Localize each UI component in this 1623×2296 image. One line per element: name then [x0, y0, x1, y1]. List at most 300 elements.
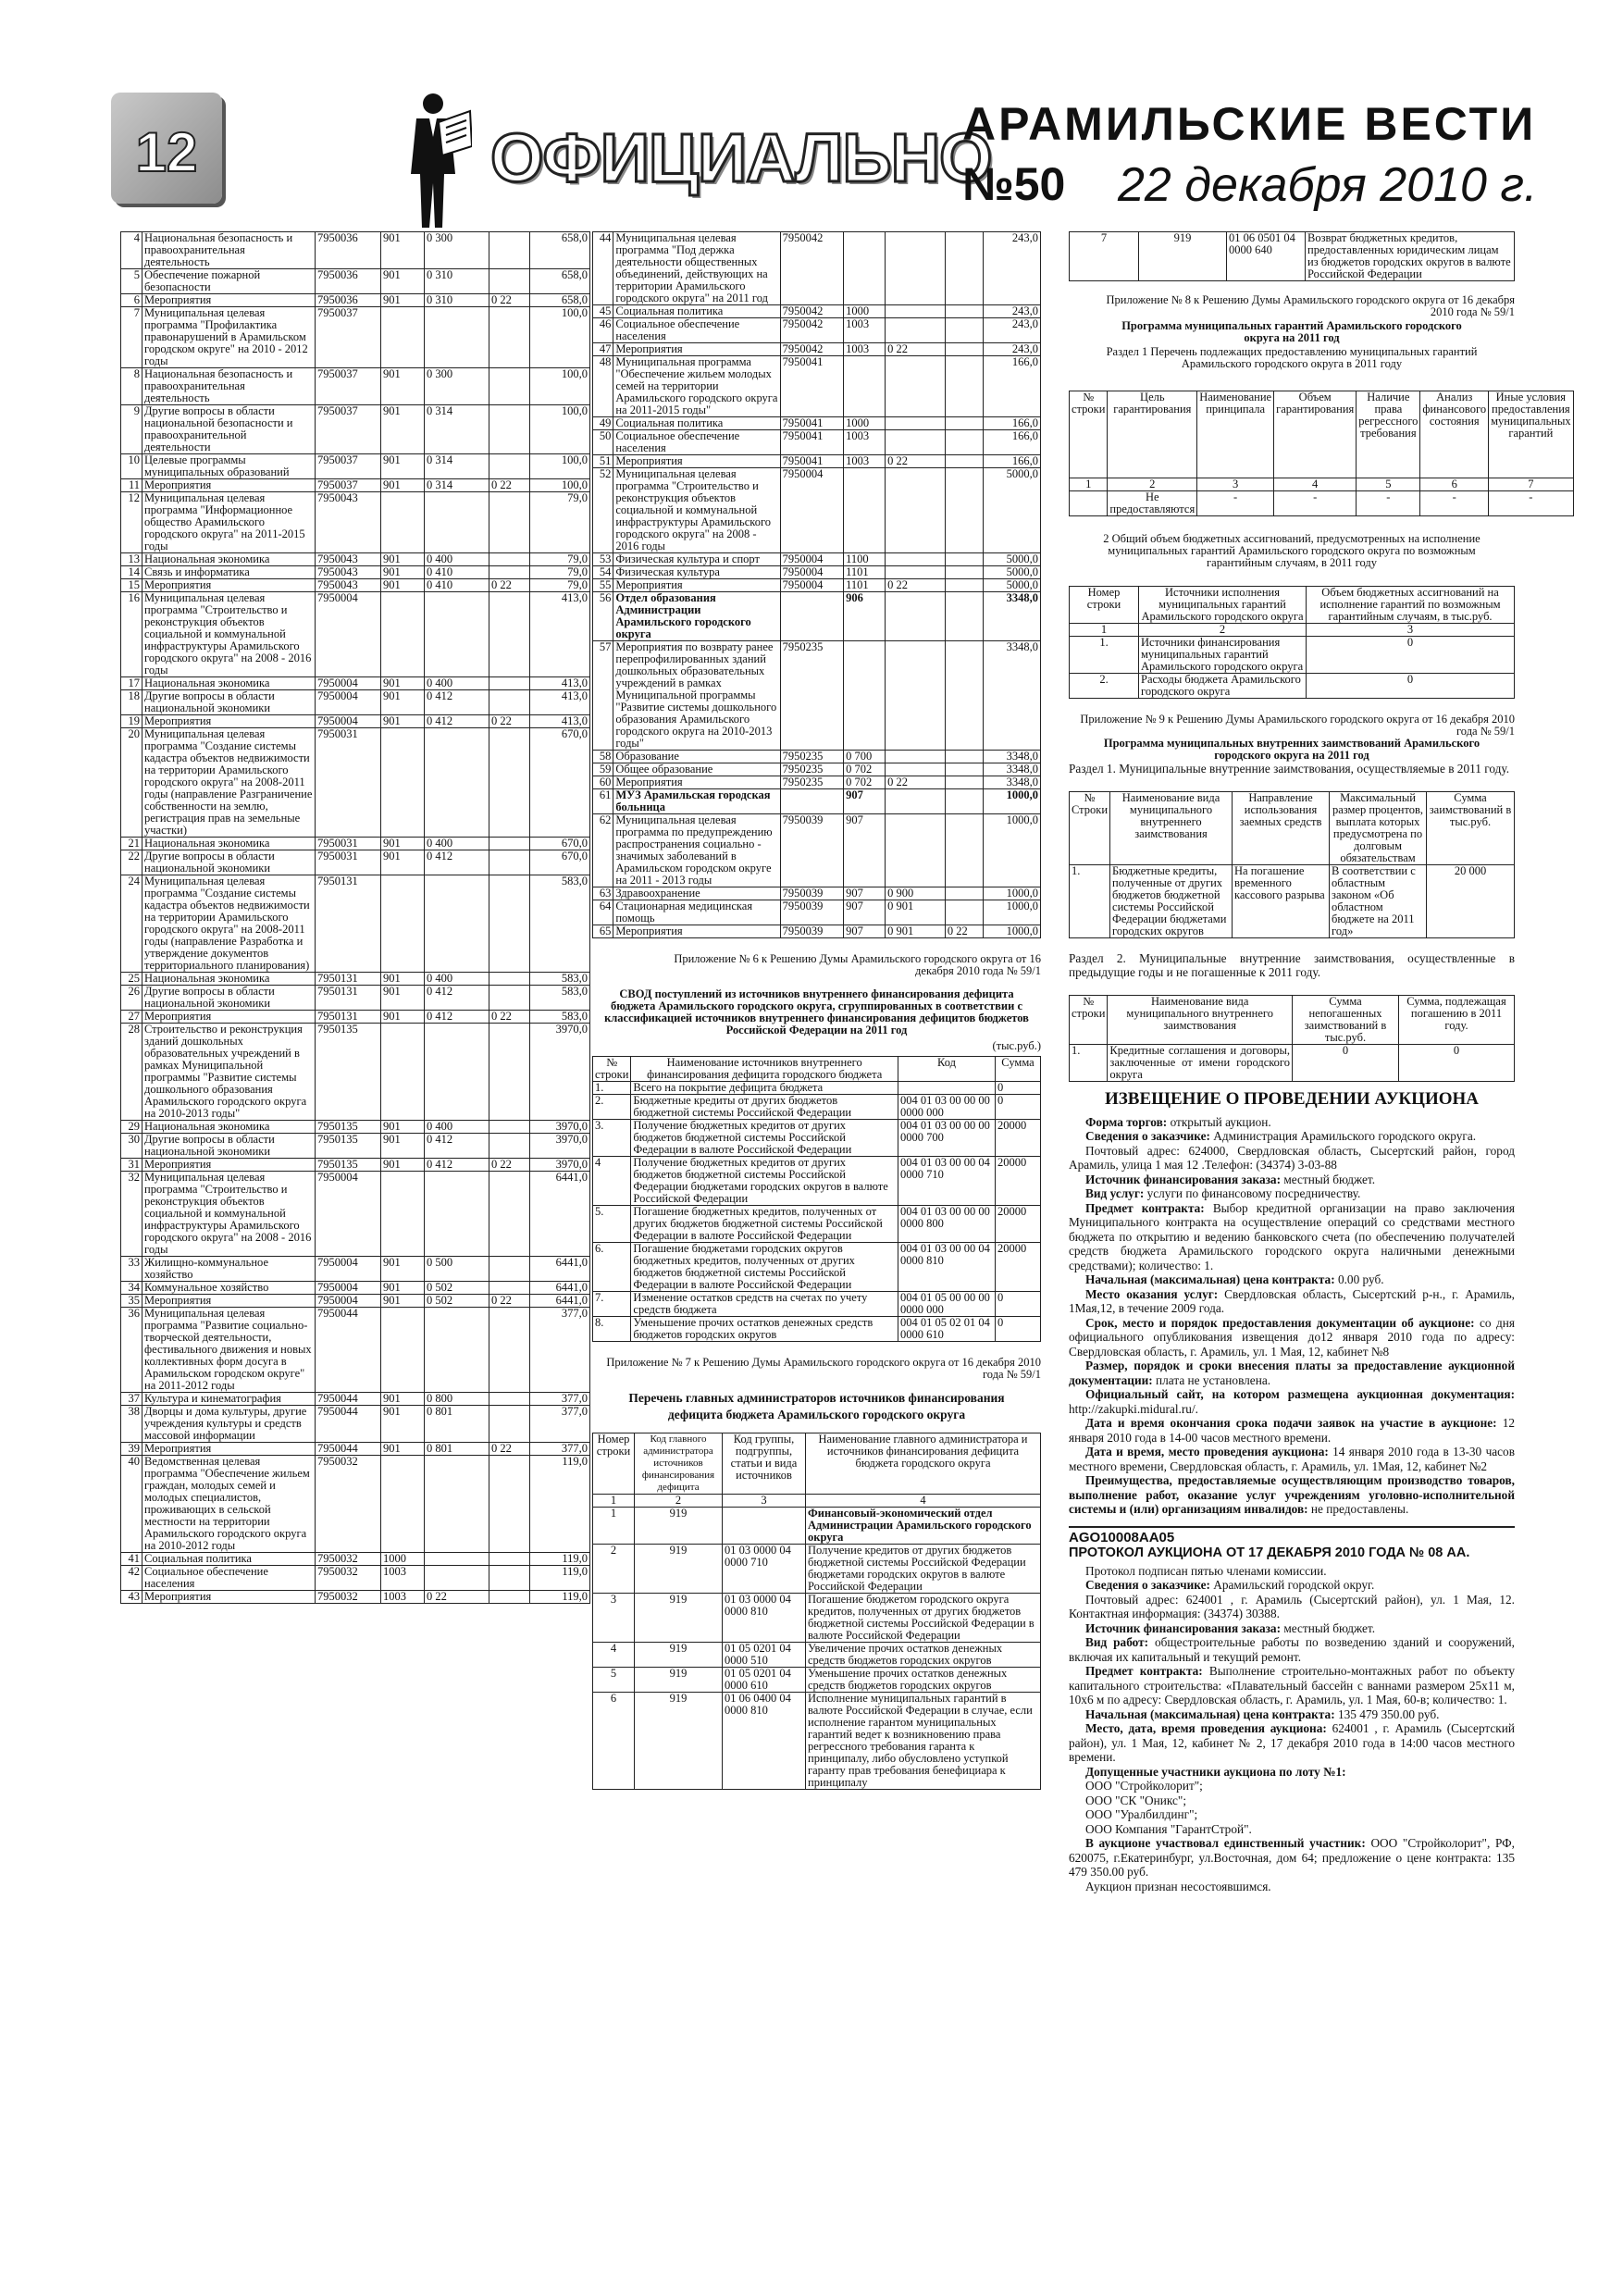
- protocol-paragraph-label: Место, дата, время проведения аукциона:: [1085, 1721, 1332, 1735]
- section-code: 0 412: [425, 1011, 489, 1024]
- table-row: [121, 715, 590, 728]
- row-number: 39: [121, 1443, 142, 1456]
- row-number: 6: [121, 294, 142, 307]
- admin-code: 901: [381, 1282, 425, 1295]
- a9t2-h2: Наименование вида муниципального внутреннего заимствования: [1108, 995, 1293, 1044]
- admin-code: [844, 356, 886, 417]
- amount: 658,0: [530, 269, 590, 294]
- group-code: [723, 1508, 806, 1545]
- expense-type: [945, 579, 983, 592]
- row-number: 2.: [593, 1095, 631, 1120]
- protocol-paragraph: [1069, 1836, 1515, 1880]
- notice-paragraph-label: Источник финансирования заказа:: [1085, 1172, 1284, 1186]
- a9-r2: Бюджетные кредиты, полученные от других бюджетов бюджетной системы Российской Федерации бюджетами городских округов: [1110, 864, 1233, 937]
- table-row: [593, 763, 1041, 776]
- table-row: [121, 566, 590, 579]
- table-row: [1070, 232, 1515, 281]
- admin-code: 906: [844, 592, 886, 641]
- item-name: Отдел образования Администрации Арамильского городского округа: [613, 592, 780, 641]
- expense-type: [945, 592, 983, 641]
- admin-code: 1000: [844, 305, 886, 318]
- row-number: 50: [593, 430, 613, 455]
- item-name: Физическая культура и спорт: [613, 553, 780, 566]
- notice-paragraph-text: открытый аукцион.: [1170, 1114, 1271, 1129]
- protocol-paragraph: [1069, 1635, 1515, 1664]
- amount: 413,0: [530, 715, 590, 728]
- section-code: 0 22: [886, 776, 946, 789]
- section-code: [886, 430, 946, 455]
- a8-n2: 2: [1108, 478, 1197, 491]
- protocol-paragraph: [1069, 1822, 1515, 1837]
- row-number: 19: [121, 715, 142, 728]
- a9t2-r1: 1.: [1070, 1044, 1108, 1081]
- table-row: [593, 1206, 1041, 1243]
- row-number: 6.: [593, 1243, 631, 1292]
- section-code: 0 900: [886, 887, 946, 900]
- table-row: [593, 356, 1041, 417]
- admin-code: 919: [635, 1668, 723, 1693]
- row-number: 13: [121, 553, 142, 566]
- admin-code: 919: [635, 1508, 723, 1545]
- amount: 658,0: [530, 294, 590, 307]
- item-name: Мероприятия: [142, 294, 316, 307]
- table-row: [121, 492, 590, 553]
- expense-type: [489, 1393, 530, 1406]
- item-name: Образование: [613, 751, 780, 763]
- protocol-paragraph-label: Начальная (максимальная) цена контракта:: [1085, 1706, 1338, 1721]
- a9t2-r3: 0: [1293, 1044, 1399, 1081]
- item-name: Социальная политика: [613, 417, 780, 430]
- source-code: 004 01 03 00 00 00 0000 800: [898, 1206, 996, 1243]
- row-number: 3.: [593, 1120, 631, 1157]
- notice-paragraph-text: местный бюджет.: [1283, 1172, 1376, 1186]
- table-row: [593, 1120, 1041, 1157]
- admin-code: 919: [635, 1693, 723, 1790]
- protocol-paragraph-text: ООО "Стройколорит", РФ, 620075, г.Екатеринбург, ул.Восточная, дом 64; предложение о цене контракта: 135 479 350.00 руб.: [1069, 1836, 1515, 1879]
- source-name: Получение бюджетных кредитов от других бюджетов бюджетной системы Российской Федерации бюджетами городских округов в валюте Российской Федерации: [631, 1157, 898, 1206]
- target-code: 7950042: [780, 318, 843, 343]
- amount: 583,0: [530, 986, 590, 1011]
- a8-n7: 7: [1489, 478, 1574, 491]
- admin-name: Погашение бюджетом городского округа кредитов, полученных от других бюджетов бюджетной системы Российской Федерации в валюте Российской Федерации: [806, 1594, 1041, 1643]
- target-code: 7950004: [780, 579, 843, 592]
- item-name: Обеспечение пожарной безопасности: [142, 269, 316, 294]
- protocol-paragraph-label: Сведения о заказчике:: [1085, 1578, 1214, 1592]
- table-row: [593, 1668, 1041, 1693]
- row-number: 54: [593, 566, 613, 579]
- a7-header-group-code: Код группы, подгруппы, статьи и вида источников: [723, 1433, 806, 1495]
- amount: 3348,0: [983, 763, 1040, 776]
- admin-code: 919: [635, 1594, 723, 1643]
- row-number: 1.: [593, 1082, 631, 1095]
- expense-type: [489, 232, 530, 269]
- expense-type: 0 22: [945, 925, 983, 938]
- a8-h2: Цель гарантирования: [1108, 391, 1197, 478]
- section-code: 0 22: [886, 455, 946, 468]
- section-code: 0 314: [425, 479, 489, 492]
- table-row: [593, 1508, 1041, 1545]
- target-code: 7950041: [780, 455, 843, 468]
- table-row: [593, 1693, 1041, 1790]
- amount: 377,0: [530, 1308, 590, 1393]
- expense-type: [489, 973, 530, 986]
- source-code: 004 01 03 00 00 00 0000 000: [898, 1095, 996, 1120]
- notice-paragraph: [1069, 1186, 1515, 1201]
- appendix-7-title: Перечень главных администраторов источников финансирования дефицита бюджета Арамильского городского округа: [628, 1391, 1005, 1421]
- row-number: 48: [593, 356, 613, 417]
- table-row: [121, 1393, 590, 1406]
- notice-paragraph-label: Дата и время окончания срока подачи заявок на участие в аукционе:: [1085, 1416, 1503, 1430]
- admin-code: 0 700: [844, 751, 886, 763]
- appendix-9-table-1: [1069, 791, 1515, 938]
- amount: 79,0: [530, 492, 590, 553]
- target-code: 7950041: [780, 356, 843, 417]
- notice-paragraph-text: Администрация Арамильского городского округа.: [1213, 1129, 1477, 1143]
- a7-header-name: Наименование главного администратора и источников финансирования дефицита бюджета городского округа: [806, 1433, 1041, 1495]
- section-code: 0 314: [425, 454, 489, 479]
- group-code: 01 03 0000 04 0000 810: [723, 1594, 806, 1643]
- admin-name: Исполнение муниципальных гарантий в валюте Российской Федерации в случае, если исполнение гарантом муниципальных гарантий ведет к возникновению права регрессного требования гаранта к принципалу, либо обусловлено уступкой гаранту прав требования бенефициара к принципалу: [806, 1693, 1041, 1790]
- protocol-code: AGO10008AA05: [1069, 1529, 1175, 1545]
- row-number: 40: [121, 1456, 142, 1553]
- amount: 5000,0: [983, 553, 1040, 566]
- section-code: 0 314: [425, 405, 489, 454]
- section-code: 0 310: [425, 294, 489, 307]
- table-row: [121, 579, 590, 592]
- section-code: [886, 751, 946, 763]
- section-code: [886, 305, 946, 318]
- target-code: 7950032: [316, 1553, 381, 1566]
- row-number: 4: [121, 232, 142, 269]
- expense-type: [945, 566, 983, 579]
- notice-paragraph-label: Форма торгов:: [1085, 1114, 1171, 1129]
- group-code: 01 05 0201 04 0000 510: [723, 1643, 806, 1668]
- section-code: 0 801: [425, 1406, 489, 1443]
- expense-type: 0 22: [489, 715, 530, 728]
- admin-code: 0 702: [844, 776, 886, 789]
- amount: 100,0: [530, 454, 590, 479]
- table-row: [121, 479, 590, 492]
- target-code: 7950004: [316, 690, 381, 715]
- table-row: [121, 1295, 590, 1308]
- a8-h1: № строки: [1070, 391, 1108, 478]
- row-number: 52: [593, 468, 613, 553]
- row-number: 56: [593, 592, 613, 641]
- admin-code: 901: [381, 269, 425, 294]
- target-code: 7950032: [316, 1566, 381, 1591]
- item-name: Национальная экономика: [142, 677, 316, 690]
- a8-r7: -: [1489, 491, 1574, 516]
- protocol-paragraph-label: В аукционе участвовал единственный участник:: [1085, 1836, 1371, 1850]
- table-row: [121, 690, 590, 715]
- table-row: [593, 1157, 1041, 1206]
- a8-r5: -: [1357, 491, 1420, 516]
- item-name: Мероприятия: [613, 776, 780, 789]
- appendix-8-section-1: Раздел 1 Перечень подлежащих предоставлению муниципальных гарантий Арамильского городского округа в 2011 году: [1106, 345, 1478, 370]
- expense-type: [489, 1553, 530, 1566]
- item-name: Ведомственная целевая программа "Обеспечение жильем граждан, молодых семей и молодых специалистов, проживающих в сельской местности на территории Арамильского городского округа на 2010-2012 годы: [142, 1456, 316, 1553]
- item-name: Другие вопросы в области национальной безопасности и правоохранительной деятельности: [142, 405, 316, 454]
- a8-h5: Наличие права регрессного требования: [1357, 391, 1420, 478]
- newspaper-name: АРАМИЛЬСКИЕ ВЕСТИ: [962, 98, 1537, 150]
- item-name: Социальное обеспечение населения: [142, 1566, 316, 1591]
- section-code: [425, 1172, 489, 1257]
- row-number: 18: [121, 690, 142, 715]
- table-row: [593, 641, 1041, 751]
- protocol-paragraph: [1069, 1880, 1515, 1894]
- protocol-paragraph-label: Источник финансирования заказа:: [1085, 1620, 1284, 1635]
- admin-name: Возврат бюджетных кредитов, предоставленных юридическим лицам из бюджетов городских округов в валюте Российской Федерации: [1306, 232, 1515, 281]
- admin-code: 901: [381, 294, 425, 307]
- a8-h7: Иные условия предоставления муниципальных гарантий: [1489, 391, 1574, 478]
- expense-type: [489, 838, 530, 850]
- notice-paragraph: [1069, 1115, 1515, 1130]
- row-number: 8: [121, 368, 142, 405]
- item-name: Муниципальная целевая программа "Под держка деятельности общественных объединений, действующих на территории Арамильского городского округа" на 2011 год: [613, 232, 780, 305]
- item-name: Национальная экономика: [142, 973, 316, 986]
- admin-code: [381, 1024, 425, 1121]
- row-number: 49: [593, 417, 613, 430]
- table-row: [593, 1317, 1041, 1342]
- a6-header-code: Код: [898, 1057, 996, 1082]
- protocol-paragraph: [1069, 1721, 1515, 1765]
- section-code: 0 500: [425, 1257, 489, 1282]
- row-number: 15: [121, 579, 142, 592]
- row-number: 30: [121, 1134, 142, 1159]
- a8-h3: Наименование принципала: [1197, 391, 1274, 478]
- item-name: Связь и информатика: [142, 566, 316, 579]
- a9-r5: 20 000: [1427, 864, 1515, 937]
- section-code: [425, 1024, 489, 1121]
- expense-type: [489, 1406, 530, 1443]
- target-code: 7950135: [316, 1134, 381, 1159]
- section-code: [425, 1553, 489, 1566]
- table-row: [121, 294, 590, 307]
- amount: 20000: [996, 1157, 1041, 1206]
- table-row: [1070, 674, 1515, 699]
- newspaper-reader-icon: [398, 91, 472, 230]
- amount: 3348,0: [983, 776, 1040, 789]
- admin-code: 901: [381, 715, 425, 728]
- protocol-paragraph: [1069, 1621, 1515, 1636]
- appendix-7-table-continued: [1069, 231, 1515, 281]
- table-row: [593, 776, 1041, 789]
- column-3: [1069, 231, 1571, 1893]
- table-row: [121, 1159, 590, 1172]
- expense-type: [489, 677, 530, 690]
- item-name: Другие вопросы в области национальной экономики: [142, 690, 316, 715]
- table-row: [121, 1024, 590, 1121]
- a9t2-r4: 0: [1399, 1044, 1515, 1081]
- amount: 3970,0: [530, 1121, 590, 1134]
- admin-name: Финансовый-экономический отдел Администрации Арамильского городского округа: [806, 1508, 1041, 1545]
- row-number: 55: [593, 579, 613, 592]
- item-name: Социальная политика: [142, 1553, 316, 1566]
- expense-type: [945, 553, 983, 566]
- source-name: Расходы бюджета Арамильского городского округа: [1139, 674, 1307, 699]
- a7-header-num: Номер строки: [593, 1433, 635, 1495]
- amount: 100,0: [530, 405, 590, 454]
- item-name: Муниципальная целевая программа "Создание системы кадастра объектов недвижимости на территории Арамильского городского округа" на 2008-2011 годы (направление Разграничение собственности на землю, регистрация прав на земельные участки): [142, 728, 316, 838]
- amount: 79,0: [530, 566, 590, 579]
- source-code: 004 01 03 00 00 04 0000 810: [898, 1243, 996, 1292]
- amount: 0: [1307, 637, 1515, 674]
- amount: 119,0: [530, 1553, 590, 1566]
- table-row: [121, 592, 590, 677]
- table-row: [593, 232, 1041, 305]
- protocol-paragraph: [1069, 1707, 1515, 1722]
- item-name: Мероприятия: [142, 1159, 316, 1172]
- a7-colnum-1: 1: [593, 1495, 635, 1508]
- notice-paragraph-label: Размер, порядок и сроки внесения платы за предоставление аукционной документации:: [1069, 1359, 1515, 1387]
- row-number: 34: [121, 1282, 142, 1295]
- target-code: 7950043: [316, 566, 381, 579]
- admin-code: 901: [381, 986, 425, 1011]
- protocol-paragraph-text: Протокол подписан пятью членами комиссии.: [1085, 1563, 1327, 1578]
- appendix-6-unit: (тыс.руб.): [992, 1039, 1041, 1052]
- section-code: [425, 307, 489, 368]
- a8t2-n2: 2: [1139, 624, 1307, 637]
- protocol-paragraph: [1069, 1664, 1515, 1707]
- admin-code: 901: [381, 1406, 425, 1443]
- target-code: 7950135: [316, 1121, 381, 1134]
- a8t2-n1: 1: [1070, 624, 1139, 637]
- row-number: 1.: [1070, 637, 1139, 674]
- protocol-paragraph-text: ООО "СК "Оникс";: [1085, 1793, 1187, 1807]
- expense-type: [489, 492, 530, 553]
- section-code: 0 300: [425, 232, 489, 269]
- admin-code: 901: [381, 1257, 425, 1282]
- row-number: 4: [593, 1157, 631, 1206]
- row-number: 5: [593, 1668, 635, 1693]
- appendix-9-title: Программа муниципальных внутренних заимствований Арамильского городского округа на 2011 год: [1103, 737, 1481, 762]
- table-row: [121, 269, 590, 294]
- amount: 3970,0: [530, 1134, 590, 1159]
- target-code: 7950031: [316, 838, 381, 850]
- table-row: [1070, 1044, 1515, 1081]
- notice-paragraph-label: Начальная (максимальная) цена контракта:: [1085, 1272, 1338, 1286]
- section-code: 0 412: [425, 986, 489, 1011]
- source-name: Изменение остатков средств на счетах по учету средств бюджета: [631, 1292, 898, 1317]
- table-row: [121, 307, 590, 368]
- table-row: [121, 1257, 590, 1282]
- amount: 243,0: [983, 305, 1040, 318]
- expense-type: 0 22: [489, 1295, 530, 1308]
- amount: 5000,0: [983, 468, 1040, 553]
- target-code: 7950037: [316, 307, 381, 368]
- appendix-8-section-2: 2 Общий объем бюджетных ассигнований, предусмотренных на исполнение муниципальных гарантий Арамильского городского округа по возможным гарантийным случаям, в 2011 году: [1103, 532, 1481, 569]
- table-row: [593, 1095, 1041, 1120]
- group-code: 01 06 0501 04 0000 640: [1227, 232, 1306, 281]
- section-code: 0 410: [425, 579, 489, 592]
- expense-type: [489, 454, 530, 479]
- section-code: 0 310: [425, 269, 489, 294]
- item-name: Целевые программы муниципальных образований: [142, 454, 316, 479]
- item-name: Муниципальная программа "Обеспечение жильем молодых семей на территории Арамильского городского округа на 2011-2015 годы": [613, 356, 780, 417]
- protocol-paragraph-text: ООО "Уралбилдинг";: [1085, 1807, 1198, 1821]
- admin-code: 1003: [381, 1591, 425, 1604]
- amount: 119,0: [530, 1591, 590, 1604]
- a9-h5: Сумма заимствований в тыс.руб.: [1427, 791, 1515, 864]
- row-number: 47: [593, 343, 613, 356]
- amount: 670,0: [530, 850, 590, 875]
- row-number: 2: [593, 1545, 635, 1594]
- a8-n4: 4: [1274, 478, 1357, 491]
- target-code: 7950044: [316, 1406, 381, 1443]
- amount: 377,0: [530, 1406, 590, 1443]
- expense-type: [489, 405, 530, 454]
- item-name: Дворцы и дома культуры, другие учреждения культуры и средств массовой информации: [142, 1406, 316, 1443]
- amount: 583,0: [530, 875, 590, 973]
- protocol-paragraph-text: ООО "Стройколорит";: [1085, 1779, 1203, 1793]
- item-name: Мероприятия: [142, 715, 316, 728]
- auction-notice-title: ИЗВЕЩЕНИЕ О ПРОВЕДЕНИИ АУКЦИОНА: [1104, 1088, 1480, 1109]
- section-code: 0 412: [425, 1159, 489, 1172]
- target-code: 7950235: [780, 763, 843, 776]
- admin-code: [381, 492, 425, 553]
- row-number: 9: [121, 405, 142, 454]
- admin-code: 1003: [844, 343, 886, 356]
- item-name: Строительство и реконструкция зданий дошкольных образовательных учреждений в рамках Муниципальной программы "Развитие системы дошкольного образования Арамильского городского округа на 2010-2013 годы": [142, 1024, 316, 1121]
- target-code: 7950039: [780, 814, 843, 887]
- appendix-7-note: Приложение № 7 к Решению Думы Арамильского городского округа от 16 декабря 2010 года № 59/1: [606, 1356, 1041, 1381]
- target-code: 7950235: [780, 641, 843, 751]
- table-row: [593, 455, 1041, 468]
- amount: 100,0: [530, 307, 590, 368]
- source-code: 004 01 03 00 00 04 0000 710: [898, 1157, 996, 1206]
- admin-code: 901: [381, 1134, 425, 1159]
- protocol-paragraph-text: ООО Компания "ГарантСтрой".: [1085, 1821, 1252, 1836]
- amount: 377,0: [530, 1393, 590, 1406]
- table-row: [121, 1456, 590, 1553]
- target-code: 7950131: [316, 875, 381, 973]
- table-row: [593, 925, 1041, 938]
- row-number: 12: [121, 492, 142, 553]
- protocol-paragraph: [1069, 1564, 1515, 1579]
- target-code: 7950235: [780, 751, 843, 763]
- a9t2-h4: Сумма, подлежащая погашению в 2011 году.: [1399, 995, 1515, 1044]
- amount: 20000: [996, 1243, 1041, 1292]
- amount: 20000: [996, 1206, 1041, 1243]
- notice-paragraph: [1069, 1272, 1515, 1287]
- protocol-paragraph: [1069, 1779, 1515, 1793]
- target-code: 7950004: [780, 553, 843, 566]
- amount: 119,0: [530, 1456, 590, 1553]
- section-code: [425, 592, 489, 677]
- source-name: Погашение бюджетных кредитов, полученных от других бюджетов бюджетной системы Российской Федерации в валюте Российской Федерации: [631, 1206, 898, 1243]
- row-number: 25: [121, 973, 142, 986]
- item-name: Мероприятия: [613, 925, 780, 938]
- appendix-9-note: Приложение № 9 к Решению Думы Арамильского городского округа от 16 декабря 2010 года № 59/1: [1080, 713, 1515, 738]
- admin-code: 901: [381, 479, 425, 492]
- section-code: 0 22: [425, 1591, 489, 1604]
- row-number: 4: [593, 1643, 635, 1668]
- a8t2-n3: 3: [1307, 624, 1515, 637]
- target-code: 7950036: [316, 294, 381, 307]
- row-number: 42: [121, 1566, 142, 1591]
- appendix-7-table: [592, 1433, 1041, 1790]
- item-name: Социальное обеспечение населения: [613, 430, 780, 455]
- admin-code: 907: [844, 814, 886, 887]
- amount: 0: [996, 1095, 1041, 1120]
- expense-type: [489, 1308, 530, 1393]
- table-row: [121, 1553, 590, 1566]
- admin-code: 901: [381, 677, 425, 690]
- target-code: 7950042: [780, 305, 843, 318]
- target-code: 7950031: [316, 850, 381, 875]
- table-row: [121, 1406, 590, 1443]
- section-code: [886, 318, 946, 343]
